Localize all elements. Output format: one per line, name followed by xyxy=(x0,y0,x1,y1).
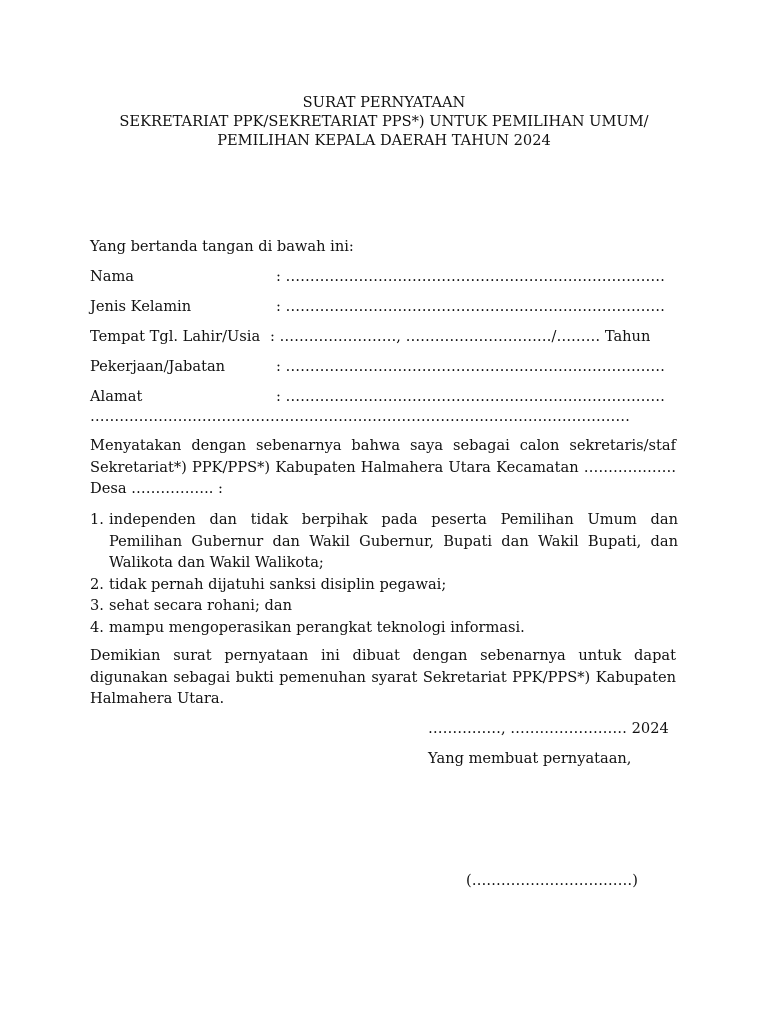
field-label-alamat: Alamat xyxy=(90,388,143,405)
list-item xyxy=(90,574,678,596)
list-item xyxy=(90,595,678,617)
list-item-number: 1. xyxy=(90,511,104,528)
field-value-nama: : …………………………………………………………………… xyxy=(276,268,665,285)
date-line: ……………, …………………… 2024 xyxy=(428,720,669,737)
list-item-number: 4. xyxy=(90,618,104,636)
list-item-text: independen dan tidak berpihak pada peserta Pemilihan Umum dan Pemilihan Gubernur dan Wakil Gubernur, Bupati dan Wakil Bupati, dan Walikota dan Wakil Walikota; xyxy=(109,511,678,571)
field-value-pekerjaan: : …………………………………………………………………… xyxy=(276,358,665,375)
field-label-pekerjaan: Pekerjaan/Jabatan xyxy=(90,358,226,375)
intro-text: Yang bertanda tangan di bawah ini: xyxy=(90,238,354,255)
list-item xyxy=(90,509,678,574)
list-item-text: mampu mengoperasikan perangkat teknologi informasi. xyxy=(109,618,525,636)
requirements-list xyxy=(90,509,678,638)
document-subtitle-line-1: SEKRETARIAT PPK/SEKRETARIAT PPS*) UNTUK PEMILIHAN UMUM/ xyxy=(119,113,649,130)
document-subtitle-line-2: PEMILIHAN KEPALA DAERAH TAHUN 2024 xyxy=(217,132,551,149)
field-value-tempat-tgl-lahir: : ……………………, …………………………/……… Tahun xyxy=(270,328,651,345)
document-title: SURAT PERNYATAAN xyxy=(302,94,466,111)
closing-paragraph: Demikian surat pernyataan ini dibuat dengan sebenarnya untuk dapat digunakan sebagai bukti pemenuhan syarat Sekretariat PPK/PPS*) Kabupaten Halmahera Utara. xyxy=(90,647,676,707)
statement-paragraph: Menyatakan dengan sebenarnya bahwa saya sebagai calon sekretaris/staf Sekretariat*) PPK/PPS*) Kabupaten Halmahera Utara Kecamatan ………………. Desa …………….. : xyxy=(90,437,676,497)
list-item-text: sehat secara rohani; dan xyxy=(109,597,292,614)
signature-placeholder: (……………………………) xyxy=(466,872,638,889)
list-item-text: tidak pernah dijatuhi sanksi disiplin pegawai; xyxy=(109,575,447,593)
field-value-alamat: : …………………………………………………………………… xyxy=(276,388,665,405)
field-label-nama: Nama xyxy=(90,268,135,285)
field-label-tempat-tgl-lahir: Tempat Tgl. Lahir/Usia xyxy=(90,328,261,345)
signer-label: Yang membuat pernyataan, xyxy=(428,750,632,767)
list-item xyxy=(90,617,678,639)
field-label-jenis-kelamin: Jenis Kelamin xyxy=(90,298,192,315)
list-item-number: 2. xyxy=(90,575,104,593)
list-item-number: 3. xyxy=(90,597,104,614)
field-value-jenis-kelamin: : …………………………………………………………………… xyxy=(276,298,665,315)
address-continuation: ………………………………………………………………………………………………… xyxy=(90,408,630,425)
